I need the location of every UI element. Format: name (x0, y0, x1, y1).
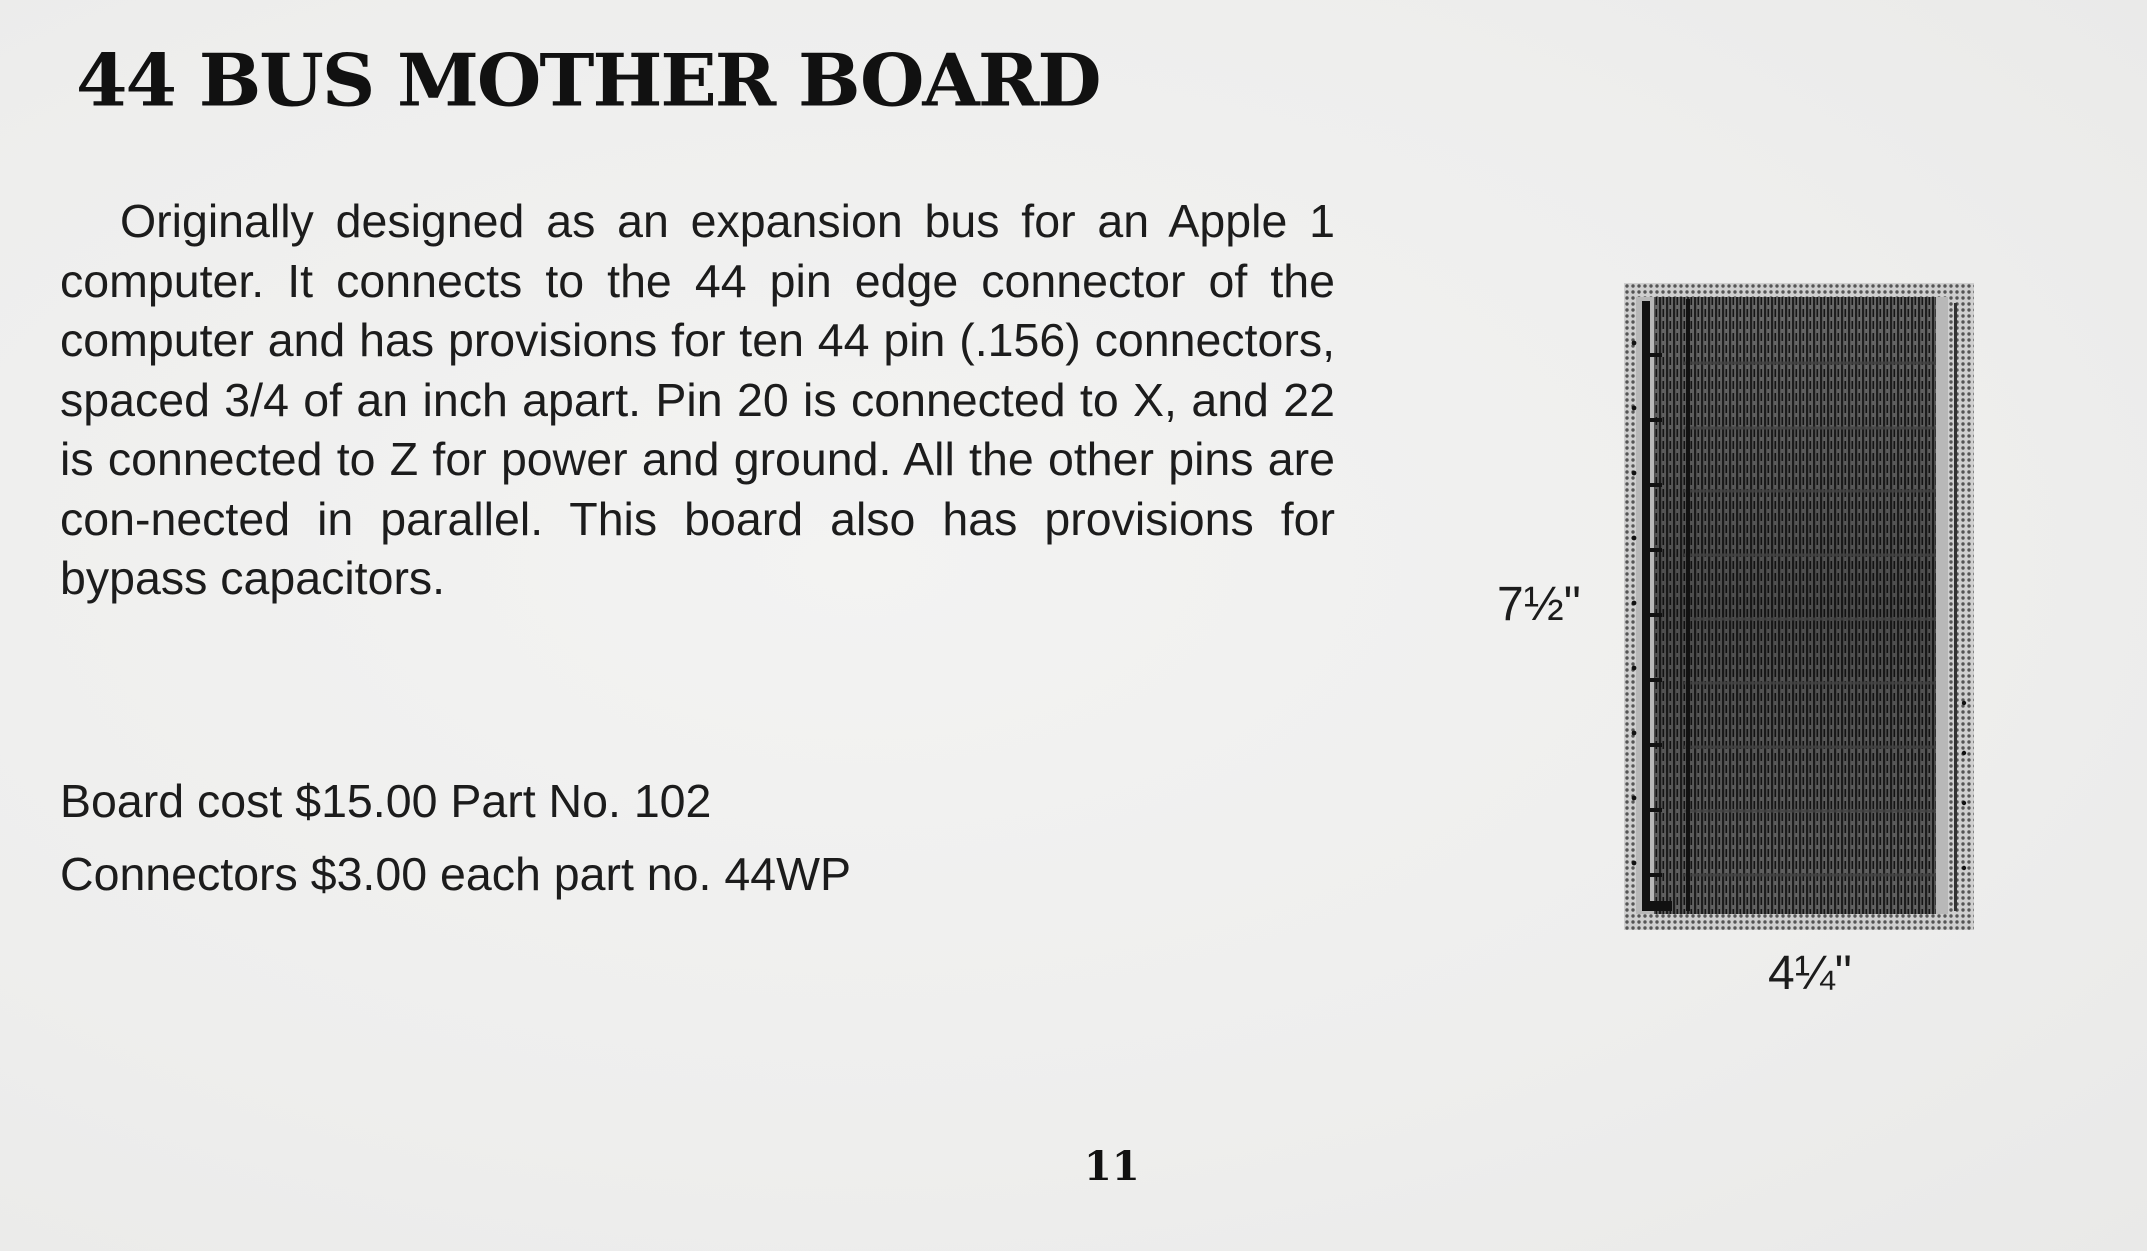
motherboard-photo (1624, 283, 1974, 930)
board-width-label: 4¼" (1768, 947, 1852, 1000)
board-height-label: 7½" (1497, 578, 1581, 631)
product-description: Originally designed as an expansion bus for an Apple 1 computer. It connects to the 44 pin edge connector of the computer and has provisions for ten 44 pin (.156) connectors, spaced 3/4 of an inch apart. Pin 20 is connected to X, and 22 is connected to Z for power and ground. All the other pins are con-nected in parallel. This board also has provisions for bypass capacitors. (60, 195, 1335, 604)
board-price-line: Board cost $15.00 Part No. 102 (60, 775, 712, 827)
page-number: 11 (1084, 1143, 1140, 1190)
page-title: 44 BUS MOTHER BOARD (76, 38, 1100, 124)
connector-price-line: Connectors $3.00 each part no. 44WP (60, 848, 851, 900)
